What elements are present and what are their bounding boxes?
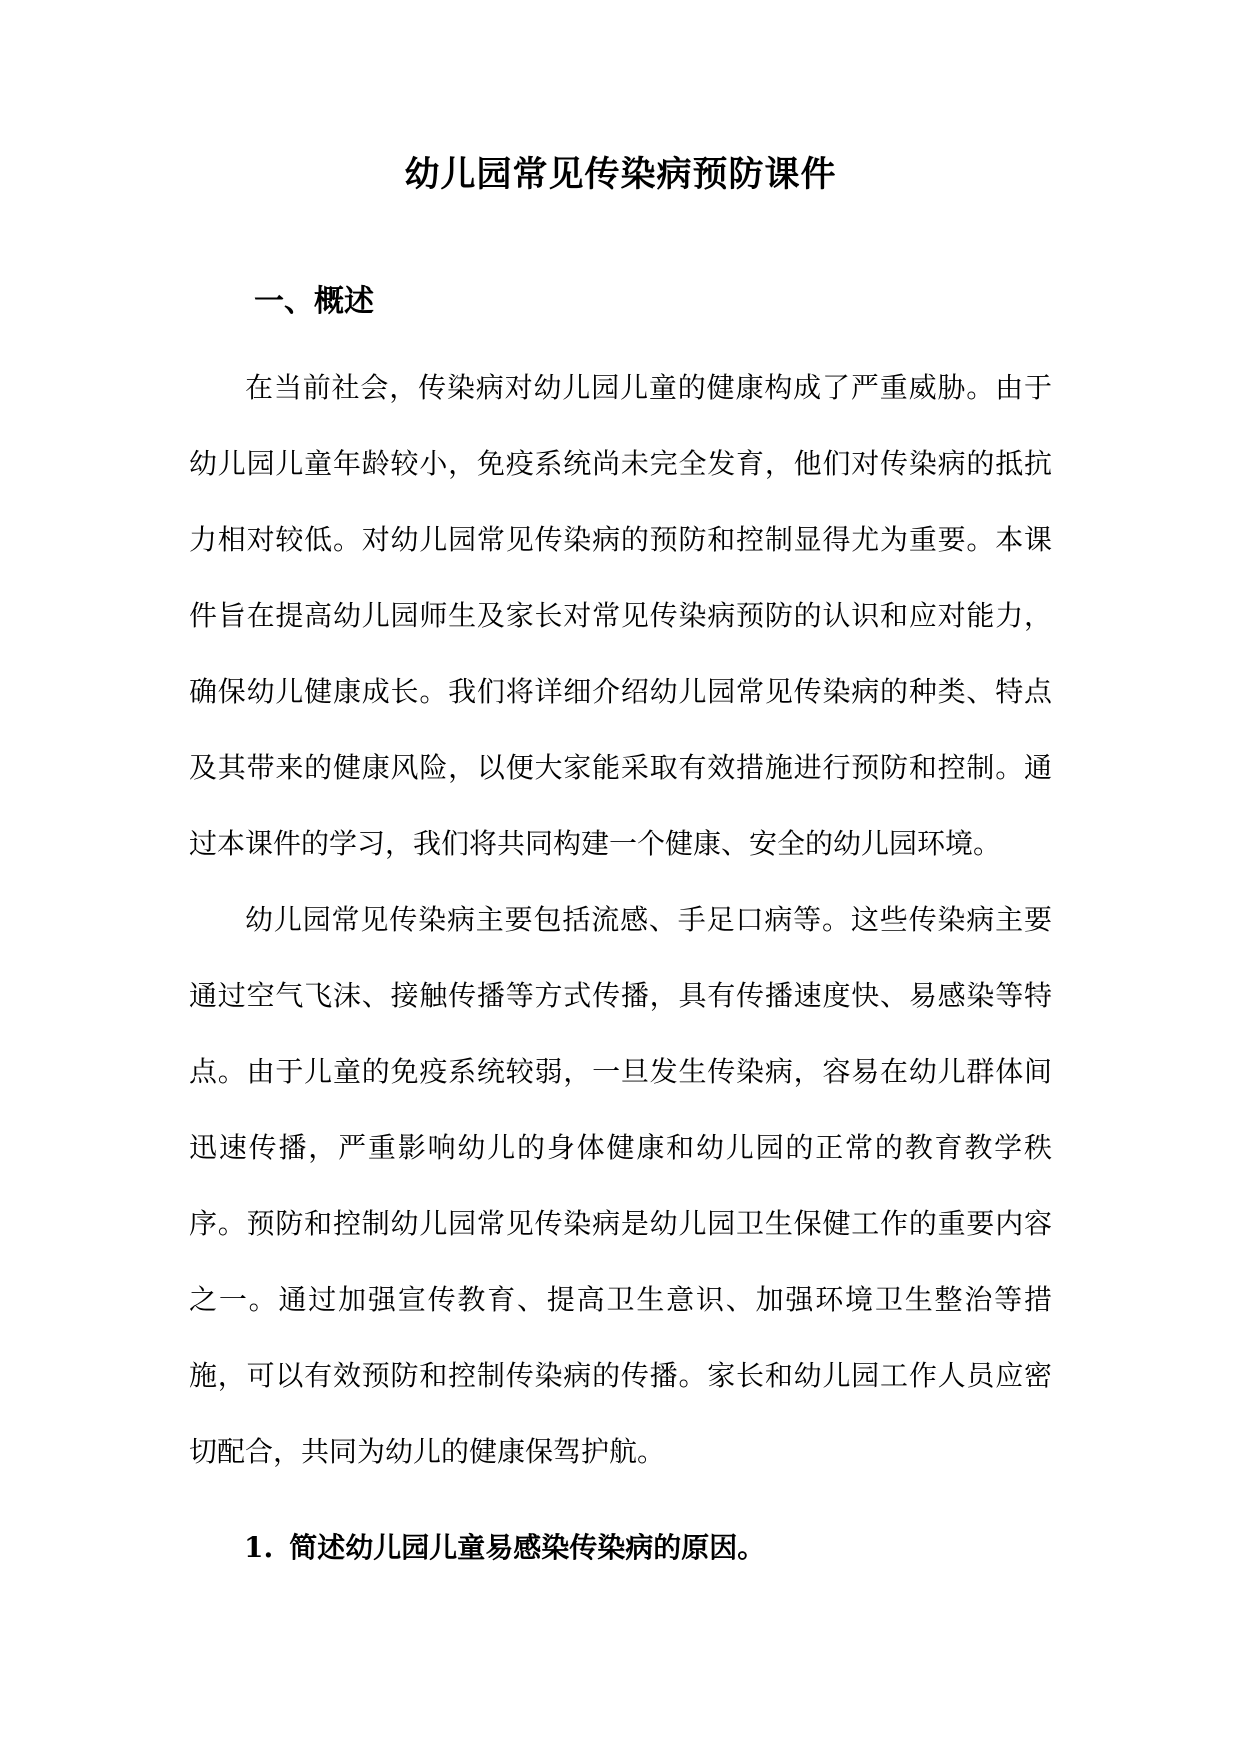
document-title: 幼儿园常见传染病预防课件 [404,154,837,195]
body-paragraph: 在当前社会，传染病对幼儿园儿童的健康构成了严重威胁。由于幼儿园儿童年龄较小，免疫系统尚未完全发育，他们对传染病的抵抗力相对较低。对幼儿园常见传染病的预防和控制显得尤为重要。本课件旨在提高幼儿园师生及家长对常见传染病预防的认识和应对能力，确保幼儿健康成长。我们将详细介绍幼儿园常见传染病的种类、特点及其带来的健康风险，以便大家能采取有效措施进行预防和控制。通过本课件的学习，我们将共同构建一个健康、安全的幼儿园环境。 [189,371,1052,860]
body-paragraph: 幼儿园常见传染病主要包括流感、手足口病等。这些传染病主要通过空气飞沫、接触传播等方式传播，具有传播速度快、易感染等特点。由于儿童的免疫系统较弱，一旦发生传染病，容易在幼儿群体间迅速传播，严重影响幼儿的身体健康和幼儿园的正常的教育教学秩序。预防和控制幼儿园常见传染病是幼儿园卫生保健工作的重要内容之一。通过加强宣传教育、提高卫生意识、加强环境卫生整治等措施，可以有效预防和控制传染病的传播。家长和幼儿园工作人员应密切配合，共同为幼儿的健康保驾护航。 [189,903,1052,1468]
section-heading: 一、概述 [254,284,374,319]
list-item-text: 简述幼儿园儿童易感染传染病的原因。 [289,1531,766,1564]
list-item [244,1526,765,1570]
list-item-number: 1. [244,1531,274,1564]
